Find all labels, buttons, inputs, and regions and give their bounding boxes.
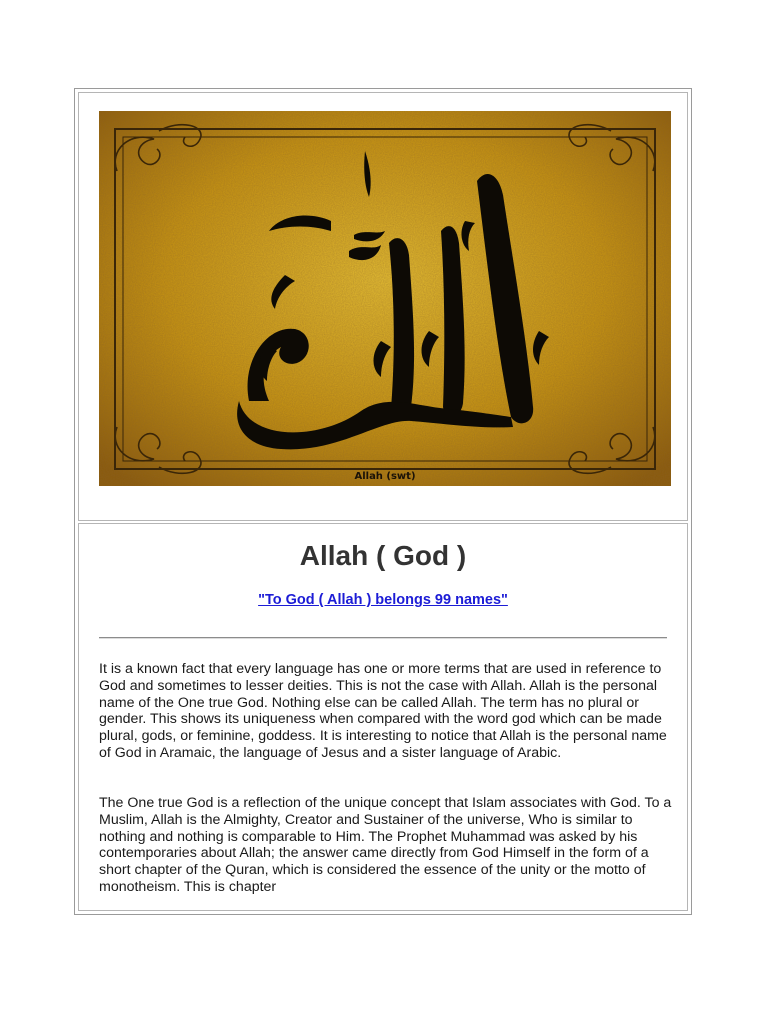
image-cell — [78, 92, 688, 521]
text-cell — [78, 523, 688, 911]
paragraph-2: The One true God is a reflection of the unique concept that Islam associates with God. To a Muslim, Allah is the Almighty, Creator and Sustainer of the universe, Who is similar to nothing and nothing is comparable to Him. The Prophet Muhammad was asked by his contemporaries about Allah; the answer came directly from God Himself in the form of a short chapter of the Quran, which is considered the essence of the unity or the motto of monotheism. This is chapter — [99, 795, 672, 895]
content-table — [74, 88, 692, 915]
page-title: Allah ( God ) — [299, 540, 467, 571]
horizontal-divider — [99, 637, 667, 639]
image-caption: Allah (swt) — [354, 471, 416, 482]
99-names-link[interactable]: "To God ( Allah ) belongs 99 names" — [258, 592, 508, 608]
paragraph-1: It is a known fact that every language has one or more terms that are used in reference to God and sometimes to lesser deities. This is not the case with Allah. Allah is the personal name of the One true God. Nothing else can be called Allah. The term has no plural or gender. This shows its uniqueness when compared with the word god which can be made plural, gods, or feminine, goddess. It is interesting to notice that Allah is the personal name of God in Aramaic, the language of Jesus and a sister language of Arabic. — [99, 661, 667, 761]
allah-calligraphy-image — [99, 111, 671, 486]
